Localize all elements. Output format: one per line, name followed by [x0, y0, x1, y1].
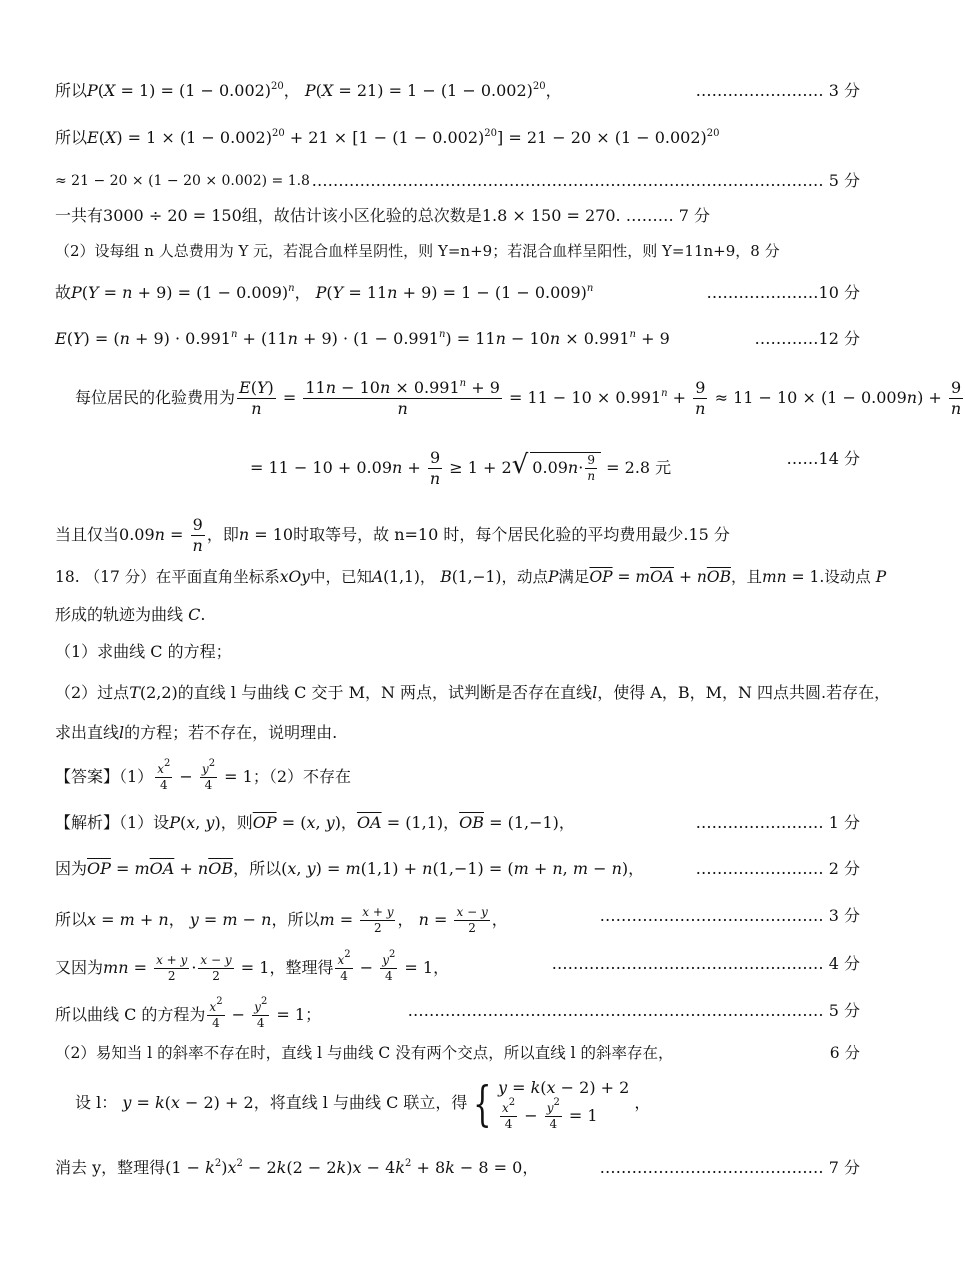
text: ≈ 21 − 20 × (1 − 20 × 0.002) = 1.8 — [55, 173, 310, 189]
text: 消去 y，整理得 — [55, 1158, 166, 1177]
text: ；（2）不存在 — [252, 767, 352, 786]
text: ， — [545, 81, 562, 100]
score-7b: …………………………………… 7 分 — [599, 1158, 860, 1177]
line-total — [55, 205, 860, 227]
text: 所以 — [55, 81, 88, 100]
text: 又因为 — [55, 958, 104, 977]
text: 中，已知 — [309, 568, 372, 586]
text: 的方程；若不存在，说明理由. — [124, 723, 338, 742]
text: ，且 — [730, 568, 762, 586]
q18-part1 — [55, 641, 860, 663]
text: ，动点 — [501, 568, 548, 586]
score-14: ……14 分 — [786, 449, 860, 468]
line-px1: 所以$P(X = 1) = (1 - 0.002)^{20}$， $P(X = 21) = 1 - (1 - 0.002)^{20}$， …………………… 3 分 — [55, 81, 860, 100]
text: .设动点 — [819, 568, 871, 586]
text: ，使得 A，B，M，N 四点共圆.若存在， — [597, 683, 891, 702]
score-3b: …………………………………… 3 分 — [599, 906, 860, 925]
text: ，则 — [220, 813, 253, 832]
line-equal: 当且仅当0.09n = $\frac{9}{n}$ ，即n = 10时取等号，故 n=10 时，每个居民化验的平均费用最少.15 分 — [55, 515, 730, 555]
text: 当且仅当 — [55, 525, 120, 544]
text: ，将直线 l 与曲线 C 联立，得 — [253, 1093, 468, 1112]
line-part2 — [55, 240, 860, 262]
text: 1.8 × 150 = 270 — [481, 206, 616, 225]
answer: 【答案】（1） $\frac{x^2}{4}$ − $\frac{y^2}{4}$ = 1；（2）不存在 — [55, 758, 352, 792]
text: 的直线 l 与曲线 C 交于 M，N 两点，试判断是否存在直线 — [177, 683, 593, 702]
text: ，即 — [206, 525, 239, 544]
score-10: …………………10 分 — [706, 283, 860, 302]
text: . — [615, 206, 621, 225]
text: 所以曲线 C 的方程为 — [55, 1005, 206, 1024]
text: 因为 — [55, 859, 88, 878]
score-5b: …………………………………………………………………… 5 分 — [407, 1001, 860, 1020]
sol-4: 又因为mn = $\frac{x + y}{2}$ · $\frac{x - y}{2}$ = 1，整理得 $\frac{x^2}{4}$ − $\frac{y^2}{4}$ = 1， …………………………………………… 4 分 — [55, 949, 860, 983]
line-ex: 所以$E(X) = 1 \times (1 - 0.002)^{20} + 21 \times [1 - (1 - 0.002)^{20}] = 21 - 20 \times (1 - 0.002)^{20}$ — [55, 128, 720, 147]
text: （2）过点 — [55, 683, 130, 702]
text: 所以 — [55, 128, 88, 147]
line-ineq: = 11 − 10 + 0.09n + $\frac{9}{n}$ ≥ 1 + 2√ 0.09n· $\frac{9}{n}$ = 2.8 元 ……14 分 — [250, 448, 860, 488]
line-ey: $E(Y) = (n + 9) \cdot 0.991^n + (11n + 9) \cdot (1 - 0.991^n) = 11n - 10n \times 0.991^n + 9$ …………12 分 — [55, 329, 860, 348]
text: （2）设每组 n 人总费用为 Y 元，若混合血样呈阴性，则 Y=n+9；若混合血样呈阳性，则 Y=11n+9，8 分 — [55, 242, 780, 260]
text: ，所以 — [271, 910, 320, 929]
text: 形成的轨迹为曲线 — [55, 605, 184, 624]
text: 故 — [55, 283, 72, 302]
text: 18. （17 分）在平面直角坐标系 — [55, 568, 280, 586]
sol-6 — [55, 1042, 860, 1064]
score-2: …………………… 2 分 — [695, 859, 860, 878]
q18-part2: （2）过点T(2,2)的直线 l 与曲线 C 交于 M，N 两点，试判断是否存在直线l，使得 A，B，M，N 四点共圆.若存在， — [55, 683, 891, 702]
text: ，所以 — [233, 859, 282, 878]
q18-part2-2: 求出直线l的方程；若不存在，说明理由. — [55, 723, 338, 742]
score-12: …………12 分 — [754, 329, 860, 348]
sol-7: 设 l： y = k(x − 2) + 2，将直线 l 与曲线 C 联立，得 { y = k(x − 2) + 2 $\frac{x^2}{4}$ − $\frac{y^2}{4}$ = 1 ， — [75, 1075, 651, 1132]
text: 元 — [655, 458, 672, 477]
text: 设 l： — [75, 1093, 118, 1112]
sol-1: 【解析】（1）设P(x, y)，则$\overline{OP} = (x$, y)，$\overline{OA} = (1,1)$，$\overline{OB} = (1,-1)$， …………………… 1 分 — [55, 813, 860, 832]
text: 【答案】（1） — [55, 767, 154, 786]
text: 【解析】（1）设 — [55, 813, 170, 832]
q18-stem-2: 形成的轨迹为曲线 C. — [55, 605, 206, 624]
line-approx — [55, 170, 860, 192]
sol-5: 所以曲线 C 的方程为 $\frac{x^2}{4}$ − $\frac{y^2}{4}$ = 1； …………………………………………………………………… 5 分 — [55, 996, 860, 1030]
text: 组，故估计该小区化验的总次数是 — [241, 206, 482, 225]
sol-8: 消去 y，整理得$(1 - k^2)x^2 - 2k(2 - 2k)x - 4k^2 + 8k - 8 = 0$， …………………………………… 7 分 — [55, 1158, 860, 1177]
text: 求出直线 — [55, 723, 120, 742]
sol-2: 因为$\overline{OP} = m\overline{OA} + n\overline{OB}$，所以(x, y) = m(1,1) + n(1,−1) = (m + n, m − n)， …………………… 2 分 — [55, 859, 860, 878]
text: 每位居民的化验费用为 — [75, 388, 236, 407]
q18-stem: 18. （17 分）在平面直角坐标系xOy中，已知A(1,1)， B(1,−1)，动点P满足$\overline{OP} = m\overline{OA} + n\overline{OB}$，且mn = 1.设动点 P — [55, 568, 887, 586]
text: （2）易知当 l 的斜率不存在时，直线 l 与曲线 C 没有两个交点，所以直线 l 的斜率存在， — [55, 1044, 674, 1062]
score-1: …………………… 1 分 — [695, 813, 860, 832]
text: 时取等号，故 n=10 时，每个居民化验的平均费用最少.15 分 — [293, 525, 730, 544]
line-py: 故$P(Y = n + 9) = (1 - 0.009)^n$， $P(Y = 11n + 9) = 1 - (1 - 0.009)^n$ …………………10 分 — [55, 283, 860, 302]
score-4: …………………………………………… 4 分 — [551, 954, 860, 973]
text: 所以 — [55, 910, 88, 929]
text: 满足 — [558, 568, 590, 586]
text: ， — [283, 81, 300, 100]
sol-3: 所以x = m + n， y = m − n，所以m = $\frac{x + y}{2}$ ， n = $\frac{x - y}{2}$ ， …………………………………… 3 分 — [55, 905, 860, 935]
score-5: …………………………………………………………………………………… 5 分 — [311, 171, 860, 190]
text: 一共有 — [55, 206, 104, 225]
text: ，整理得 — [269, 958, 334, 977]
text: 3000 ÷ 20 = 150 — [103, 206, 242, 225]
text: （1）求曲线 C 的方程； — [55, 642, 232, 661]
score-3: …………………… 3 分 — [695, 81, 860, 100]
score-7: ……… 7 分 — [625, 206, 711, 225]
line-avg: 每位居民的化验费用为 $\frac{E(Y)}{n}$ = $\frac{11n - 10n \times 0.991^n + 9}{n}$ = $11 - 10 \times 0.991^n$ + $\frac{9}{n}$ ≈ 11 − 10 × (1 − 0.009n) + $\frac{9}{n}$ — [75, 378, 962, 418]
score-6: 6 分 — [829, 1044, 860, 1062]
